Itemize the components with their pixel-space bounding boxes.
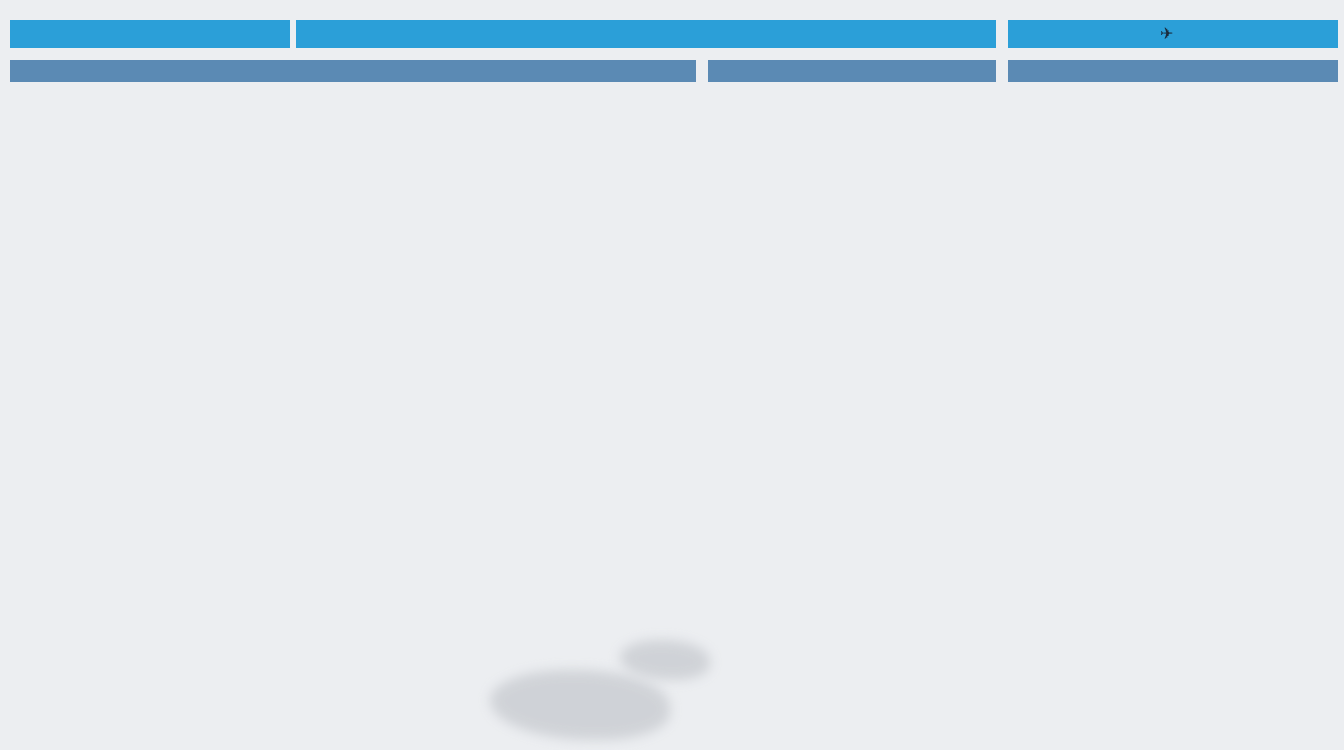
- map-blot-2: [620, 640, 710, 680]
- header-right-title: [1008, 20, 1338, 48]
- column-header-3[interactable]: [1008, 60, 1338, 82]
- plane-icon: ✈: [1160, 26, 1174, 43]
- map-blot: [490, 670, 670, 740]
- column-header-2[interactable]: [708, 60, 996, 82]
- header-left-title: [10, 20, 290, 48]
- column-header-1[interactable]: [10, 60, 696, 82]
- header-center-title: [296, 20, 996, 48]
